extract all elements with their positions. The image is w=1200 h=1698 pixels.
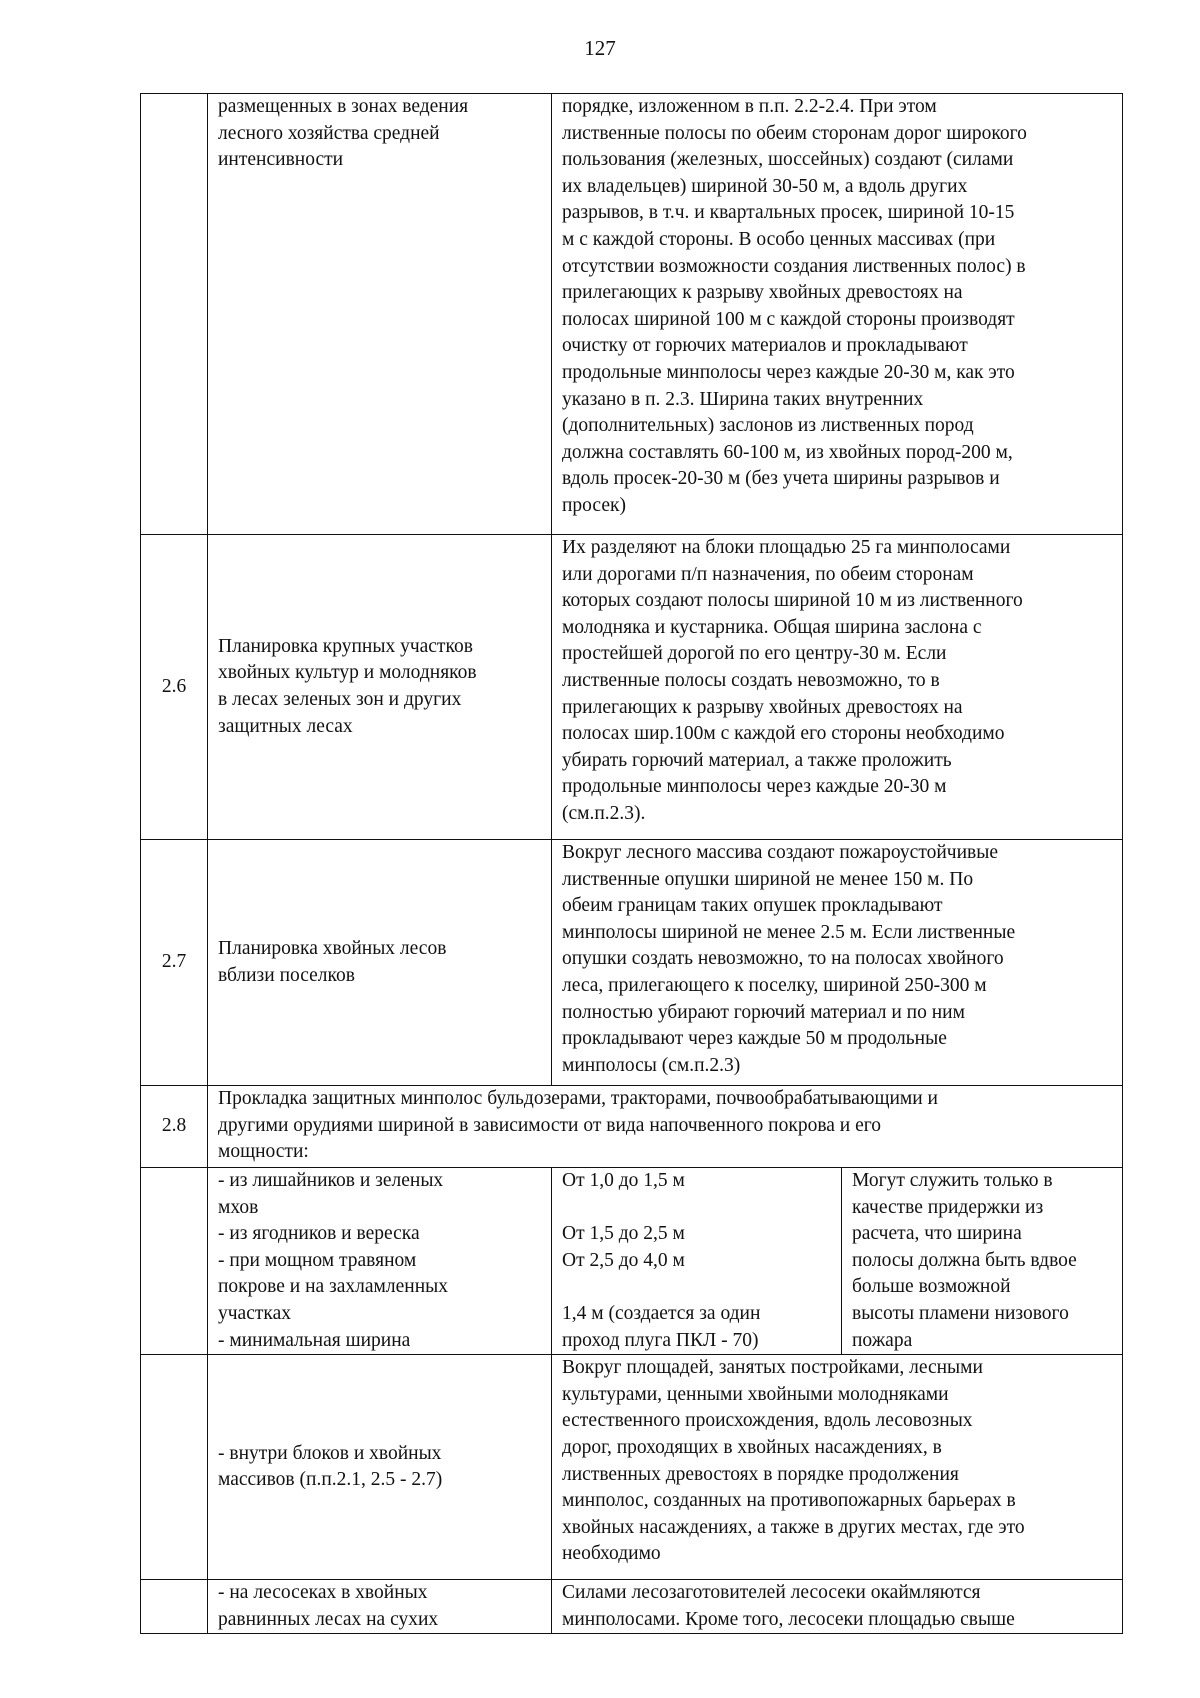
text-line: минполос, созданных на противопожарных барьерах в: [562, 1490, 1016, 1512]
text-line: культурами, ценными хвойными молодняками: [562, 1383, 949, 1405]
text-line: - при мощном травяном: [218, 1249, 417, 1271]
table-row: [141, 1168, 1123, 1355]
text-line: м с каждой стороны. В особо ценных массивах (при: [562, 228, 996, 250]
row-number: [141, 1355, 208, 1580]
text-line: продольные минполосы через каждые 20-30 м: [562, 776, 947, 798]
row-title: [208, 840, 552, 1086]
row-description: [552, 1580, 1123, 1634]
text-line: простейшей дорогой по его центру-30 м. Если: [562, 643, 947, 665]
row-title: [208, 535, 552, 840]
row-number: [141, 94, 208, 535]
blank-line: [562, 1195, 839, 1222]
text-line: Планировка хвойных лесов: [218, 937, 447, 959]
text-line: (дополнительных) заслонов из лиственных пород: [562, 415, 974, 437]
text-line: - внутри блоков и хвойных: [218, 1442, 442, 1464]
text-line: хвойных насаждениях, а также в других местах, где это: [562, 1516, 1025, 1538]
text-line: мхов: [218, 1196, 259, 1218]
text-line: хвойных культур и молодняков: [218, 662, 477, 684]
text-line: леса, прилегающего к поселку, шириной 250-300 м: [562, 974, 987, 996]
row-number: [141, 1168, 208, 1355]
text-line: - на лесосеках в хвойных: [218, 1582, 428, 1604]
text-line: Могут служить только в: [852, 1170, 1053, 1191]
page-number: 127: [584, 36, 616, 60]
text-line: - минимальная ширина: [218, 1329, 411, 1351]
text-line: полосах шириной 100 м с каждой стороны производят: [562, 308, 1015, 330]
text-line: которых создают полосы шириной 10 м из лиственного: [562, 590, 1023, 612]
text-line: Их разделяют на блоки площадью 25 га минполосами: [562, 537, 1011, 558]
text-line: опушки создать невозможно, то на полосах хвойного: [562, 948, 1004, 970]
text-line: прокладывают через каждые 50 м продольные: [562, 1028, 947, 1050]
text-line: вдоль просек-20-30 м (без учета ширины разрывов и: [562, 468, 1000, 490]
table-row: [141, 1355, 1123, 1580]
table-row: [141, 535, 1123, 840]
text-line: равнинных лесах на сухих: [218, 1608, 439, 1630]
text-line: обеим границам таких опушек прокладывают: [562, 895, 943, 917]
text-line: участках: [218, 1302, 291, 1324]
text-line: полностью убирают горючий материал и по ним: [562, 1001, 965, 1023]
text-line: естественного происхождения, вдоль лесовозных: [562, 1410, 973, 1432]
text-line: необходимо: [562, 1543, 661, 1565]
text-line: интенсивности: [218, 149, 344, 171]
blank-line: [562, 1274, 839, 1301]
text-line: лиственные опушки шириной не менее 150 м. По: [562, 868, 974, 890]
text-line: проход плуга ПКЛ - 70): [562, 1329, 759, 1351]
text-line: или дорогами п/п назначения, по обеим сторонам: [562, 563, 974, 585]
text-line: должна составлять 60-100 м, из хвойных пород-200 м,: [562, 441, 1013, 463]
text-line: лиственные полосы по обеим сторонам дорог широкого: [562, 122, 1027, 144]
text-line: От 1,5 до 2,5 м: [562, 1223, 685, 1245]
text-line: Планировка крупных участков: [218, 635, 473, 657]
text-line: качестве придержки из: [852, 1196, 1044, 1218]
text-line: просек): [562, 494, 626, 516]
text-line: вблизи поселков: [218, 964, 355, 986]
row-description: [552, 840, 1123, 1086]
table-row: [141, 1580, 1123, 1634]
row-description: [552, 94, 1123, 535]
row-title: [208, 94, 552, 535]
table-row: [141, 1086, 1123, 1168]
text-line: разрывов, в т.ч. и квартальных просек, шириной 10-15: [562, 202, 1015, 224]
text-line: Прокладка защитных минполос бульдозерами, тракторами, почвообрабатывающими и: [218, 1088, 938, 1109]
text-line: молодняка и кустарника. Общая ширина заслона с: [562, 616, 982, 638]
text-line: убирать горючий материал, а также проложить: [562, 749, 952, 771]
text-line: лесного хозяйства средней: [218, 122, 440, 144]
text-line: полосах шир.100м с каждой его стороны необходимо: [562, 723, 1005, 745]
text-line: 1,4 м (создается за один: [562, 1302, 761, 1324]
row-number: 2.7: [141, 840, 208, 1086]
text-line: защитных лесах: [218, 715, 353, 737]
text-line: прилегающих к разрыву хвойных древостоях на: [562, 696, 963, 718]
text-line: массивов (п.п.2.1, 2.5 - 2.7): [218, 1469, 443, 1491]
text-line: их владельцев) шириной 30-50 м, а вдоль других: [562, 175, 968, 197]
text-line: расчета, что ширина: [852, 1223, 1022, 1245]
text-line: больше возможной: [852, 1276, 1011, 1298]
text-line: лиственные полосы создать невозможно, то в: [562, 669, 940, 691]
text-line: - из лишайников и зеленых: [218, 1170, 444, 1191]
text-line: отсутствии возможности создания лиственных полос) в: [562, 255, 1026, 277]
text-line: Вокруг площадей, занятых постройками, лесными: [562, 1357, 983, 1379]
row-title: [208, 1355, 552, 1580]
text-line: минполосами. Кроме того, лесосеки площадью свыше: [562, 1608, 1015, 1630]
text-line: продольные минполосы через каждые 20-30 м, как это: [562, 361, 1015, 383]
row-title: [208, 1580, 552, 1634]
text-line: размещенных в зонах ведения: [218, 96, 469, 117]
text-line: лиственных древостоях в порядке продолжения: [562, 1463, 959, 1485]
text-line: От 2,5 до 4,0 м: [562, 1249, 685, 1271]
text-line: - из ягодников и вереска: [218, 1223, 420, 1245]
text-line: указано в п. 2.3. Ширина таких внутренних: [562, 388, 924, 410]
text-line: (см.п.2.3).: [562, 802, 646, 824]
text-line: очистку от горючих материалов и прокладывают: [562, 335, 968, 357]
text-line: полосы должна быть вдвое: [852, 1249, 1077, 1271]
row-number: [141, 1580, 208, 1634]
table-row: [141, 840, 1123, 1086]
text-line: От 1,0 до 1,5 м: [562, 1170, 685, 1191]
text-line: Силами лесозаготовителей лесосеки окаймляются: [562, 1582, 981, 1604]
text-line: покрове и на захламленных: [218, 1276, 449, 1298]
text-line: пользования (железных, шоссейных) создают (силами: [562, 149, 1014, 171]
row-note: [842, 1168, 1123, 1355]
text-line: высоты пламени низового: [852, 1302, 1069, 1324]
text-line: минполосы шириной не менее 2.5 м. Если лиственные: [562, 921, 1016, 943]
text-line: прилегающих к разрыву хвойных древостоях на: [562, 282, 963, 304]
row-number: 2.8: [141, 1086, 208, 1168]
text-line: дорог, проходящих в хвойных насаждениях, в: [562, 1436, 942, 1458]
forest-fire-planning-table: [140, 93, 1123, 1634]
row-widths: [552, 1168, 842, 1355]
row-description: [552, 1355, 1123, 1580]
text-line: минполосы (см.п.2.3): [562, 1054, 741, 1076]
text-line: Вокруг лесного массива создают пожароустойчивые: [562, 842, 998, 863]
row-description: [552, 535, 1123, 840]
text-line: пожара: [852, 1329, 913, 1351]
table-row: [141, 94, 1123, 535]
text-line: в лесах зеленых зон и других: [218, 689, 462, 710]
text-line: другими орудиями шириной в зависимости от вида напочвенного покрова и его: [218, 1114, 882, 1136]
text-line: мощности:: [218, 1141, 309, 1163]
text-line: порядке, изложенном в п.п. 2.2-2.4. При этом: [562, 96, 937, 117]
row-number: 2.6: [141, 535, 208, 840]
row-merged-heading: [208, 1086, 1123, 1168]
row-title: [208, 1168, 552, 1355]
